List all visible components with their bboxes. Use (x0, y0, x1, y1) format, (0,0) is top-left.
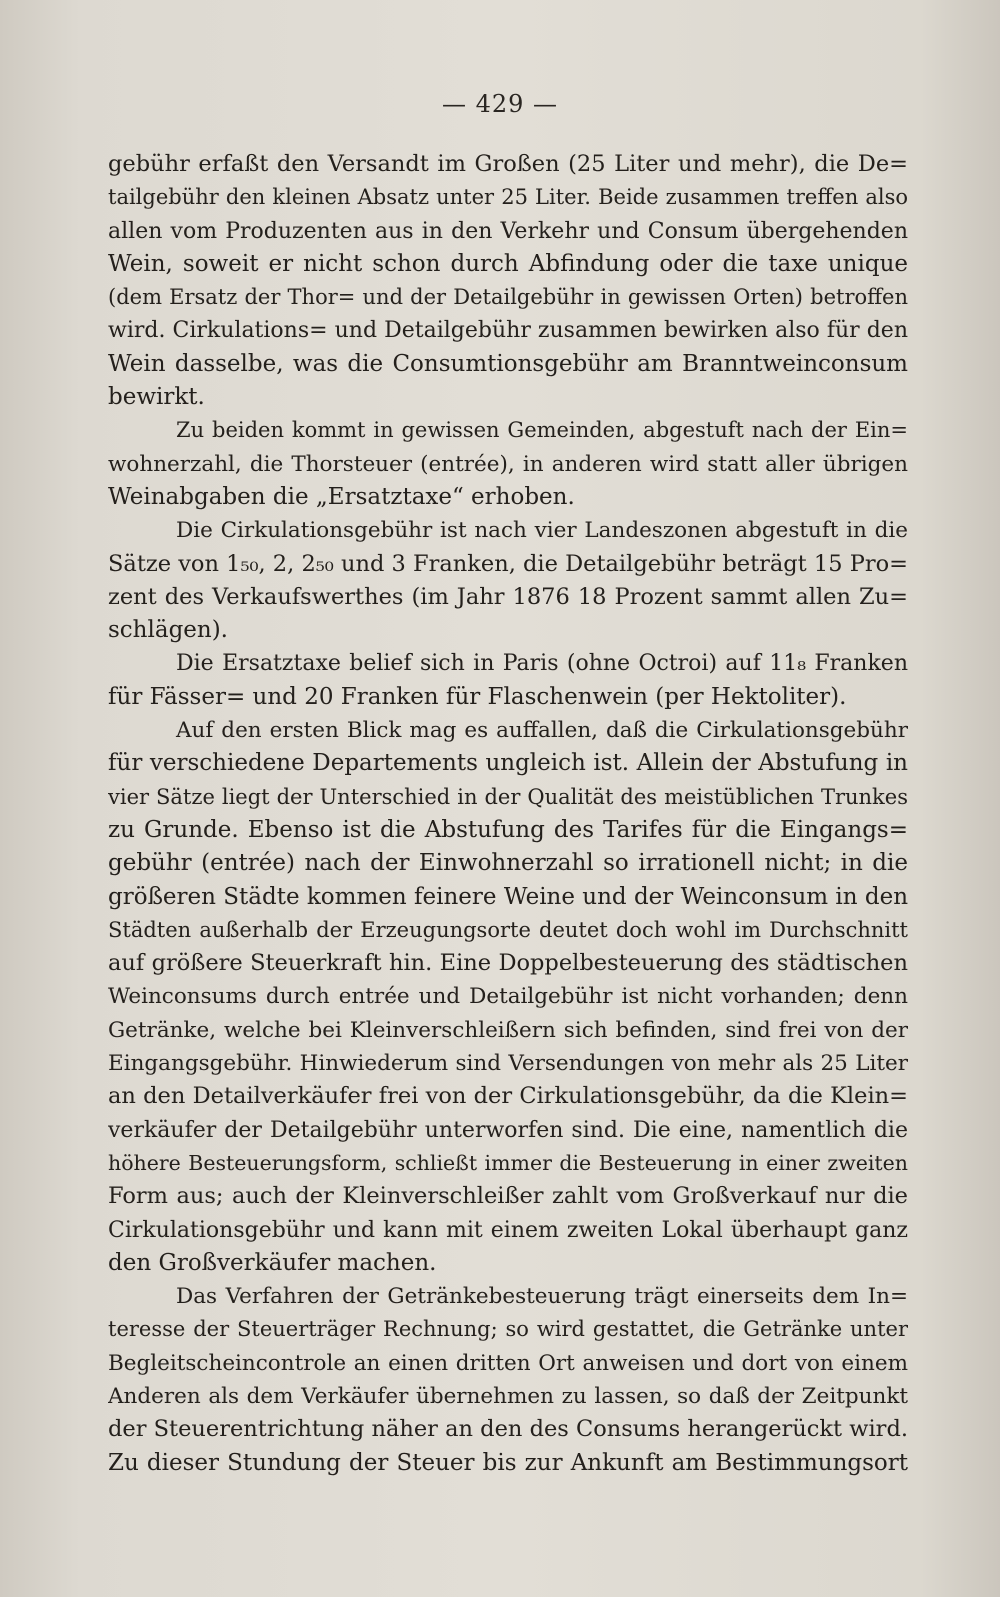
text-line: verkäufer der Detailgebühr unterworfen sind. Die eine, namentlich die (108, 1117, 908, 1143)
text-line: für Fässer= und 20 Franken für Flaschenwein (per Hektoliter). (108, 683, 847, 710)
page-number: — 429 — (441, 90, 559, 118)
text-line: höhere Besteuerungsform, schließt immer die Besteuerung in einer zweiten (108, 1150, 908, 1175)
text-line: Das Verfahren der Getränkebesteuerung trägt einerseits dem In= (176, 1284, 908, 1310)
text-line: Eingangsgebühr. Hinwiederum sind Versendungen von mehr als 25 Liter (108, 1051, 908, 1077)
text-line: Cirkulationsgebühr und kann mit einem zweiten Lokal überhaupt ganz (108, 1217, 908, 1243)
text-line: Zu beiden kommt in gewissen Gemeinden, abgestuft nach der Ein= (176, 418, 908, 443)
text-line: Wein, soweit er nicht schon durch Abfindung oder die taxe unique (108, 250, 908, 277)
text-line: wird. Cirkulations= und Detailgebühr zusammen bewirken also für den (108, 318, 908, 344)
text-line: für verschiedene Departements ungleich ist. Allein der Abstufung in (108, 750, 908, 777)
text-line: auf größere Steuerkraft hin. Eine Doppelbesteuerung des städtischen (108, 950, 908, 977)
text-line: schlägen). (108, 617, 228, 644)
text-line: den Großverkäufer machen. (108, 1249, 437, 1276)
text-line: allen vom Produzenten aus in den Verkehr und Consum übergehenden (108, 218, 908, 244)
text-line: größeren Städte kommen feinere Weine und der Weinconsum in den (108, 883, 908, 910)
text-line: zent des Verkaufswerthes (im Jahr 1876 18 Prozent sammt allen Zu= (108, 583, 908, 610)
text-line: Form aus; auch der Kleinverschleißer zahlt vom Großverkauf nur die (108, 1183, 908, 1210)
text-line: bewirkt. (108, 384, 205, 411)
text-line: teresse der Steuerträger Rechnung; so wird gestattet, die Getränke unter (108, 1317, 908, 1342)
text-line: (dem Ersatz der Thor= und der Detailgebühr in gewissen Orten) betroffen (108, 285, 908, 310)
text-line: vier Sätze liegt der Unterschied in der Qualität des meistüblichen Trunkes (108, 784, 908, 809)
text-line: gebühr (entrée) nach der Einwohnerzahl so irrationell nicht; in die (108, 850, 908, 877)
text-line: Auf den ersten Blick mag es auffallen, daß die Cirkulationsgebühr (176, 718, 908, 744)
text-line: Anderen als dem Verkäufer übernehmen zu lassen, so daß der Zeitpunkt (108, 1383, 908, 1409)
text-line: an den Detailverkäufer frei von der Cirkulationsgebühr, da die Klein= (108, 1083, 908, 1110)
text-line: gebühr erfaßt den Versandt im Großen (25 Liter und mehr), die De= (108, 151, 908, 177)
text-line: tailgebühr den kleinen Absatz unter 25 Liter. Beide zusammen treffen also (108, 185, 908, 210)
text-line: Sätze von 1₅₀, 2, 2₅₀ und 3 Franken, die Detailgebühr beträgt 15 Pro= (108, 550, 908, 577)
text-line: Begleitscheincontrole an einen dritten Ort anweisen und dort von einem (108, 1350, 908, 1376)
text-line: Wein dasselbe, was die Consumtionsgebühr am Branntweinconsum (108, 350, 908, 377)
text-line: Städten außerhalb der Erzeugungsorte deutet doch wohl im Durchschnitt (108, 917, 908, 942)
text-line: Weinconsums durch entrée und Detailgebühr ist nicht vorhanden; denn (108, 984, 908, 1010)
text-line: Getränke, welche bei Kleinverschleißern sich befinden, sind frei von der (108, 1017, 908, 1043)
body-text (108, 148, 908, 1480)
text-line: Weinabgaben die „Ersatztaxe“ erhoben. (108, 483, 575, 510)
text-line: zu Grunde. Ebenso ist die Abstufung des Tarifes für die Eingangs= (108, 816, 908, 843)
text-line: Die Ersatztaxe belief sich in Paris (ohne Octroi) auf 11₈ Franken (176, 651, 908, 677)
text-line: Die Cirkulationsgebühr ist nach vier Landeszonen abgestuft in die (176, 518, 908, 544)
text-line: Zu dieser Stundung der Steuer bis zur Ankunft am Bestimmungsort (108, 1449, 908, 1476)
text-line: wohnerzahl, die Thorsteuer (entrée), in anderen wird statt aller übrigen (108, 451, 908, 477)
text-line: der Steuerentrichtung näher an den des Consums herangerückt wird. (108, 1416, 908, 1443)
